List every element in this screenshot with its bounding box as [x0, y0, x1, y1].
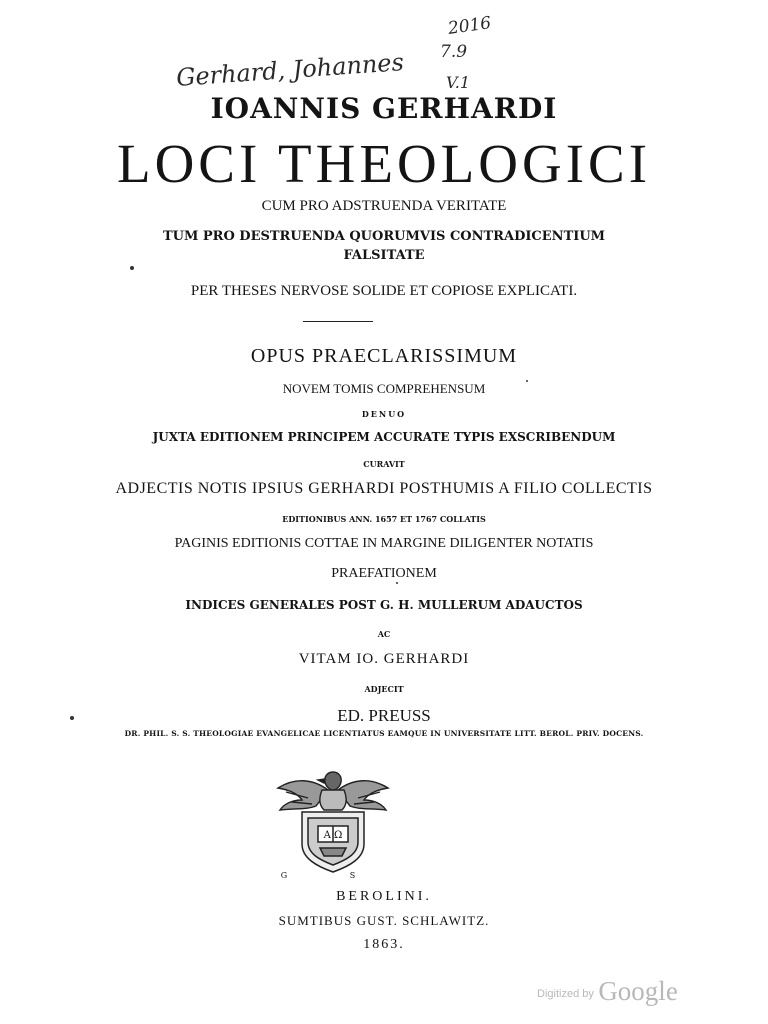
digitized-by-google-watermark [537, 976, 678, 1007]
imprint-year: 1863. [363, 937, 405, 952]
eagle-shield-emblem [272, 760, 394, 880]
adjectis-line: ADJECTIS NOTIS IPSIUS GERHARDI POSTHUMIS A FILIO COLLECTIS [115, 480, 653, 497]
editionibus-line: EDITIONIBUS ANN. 1657 ET 1767 COLLATIS [282, 514, 486, 524]
subtitle-line-3: FALSITATE [343, 248, 425, 263]
divider-rule [303, 321, 373, 322]
juxta-line: JUXTA EDITIONEM PRINCIPEM ACCURATE TYPIS EXSCRIBENDUM [152, 430, 616, 444]
subtitle-line-1: CUM PRO ADSTRUENDA VERITATE [261, 198, 507, 214]
paginis-line: PAGINIS EDITIONIS COTTAE IN MARGINE DILIGENTER NOTATIS [174, 536, 594, 551]
print-speck [526, 380, 528, 382]
curavit-line: CURAVIT [363, 459, 405, 469]
print-speck [130, 266, 134, 270]
editor-name: ED. PREUSS [337, 706, 431, 725]
novem-line: NOVEM TOMIS COMPREHENSUM [282, 381, 486, 396]
google-logo: Google [598, 976, 678, 1006]
handwritten-shelfmark-2: 7.9 [440, 42, 468, 62]
book-title: LOCI THEOLOGICI [116, 133, 652, 194]
shield-icon [302, 812, 364, 872]
imprint-place: BEROLINI. [336, 889, 432, 904]
adjecit-line: ADJECIT [364, 684, 404, 694]
praefationem-line: PRAEFATIONEM [331, 566, 437, 581]
opus-heading: OPUS PRAECLARISSIMUM [250, 345, 518, 367]
print-speck [396, 582, 398, 584]
handwritten-shelfmark-3: V.1 [446, 73, 471, 92]
handwritten-name: Gerhard, Johannes [175, 48, 405, 92]
subtitle-line-2: TUM PRO DESTRUENDA QUORUMVIS CONTRADICENTIUM [162, 229, 606, 244]
denuo-line: DENUO [361, 409, 407, 419]
subtitle-line-4: PER THESES NERVOSE SOLIDE ET COPIOSE EXPLICATI. [190, 283, 578, 299]
emblem-letters: A Ω [323, 830, 343, 841]
vitam-line: VITAM IO. GERHARDI [298, 651, 470, 667]
imprint-publisher: SUMTIBUS GUST. SCHLAWITZ. [278, 913, 490, 928]
ac-line: AC [377, 629, 391, 639]
handwritten-shelfmark-1: 2016 [446, 13, 493, 39]
author-name: IOANNIS GERHARDI [210, 92, 558, 125]
indices-line: INDICES GENERALES POST G. H. MULLERUM ADAUCTOS [185, 598, 583, 612]
print-speck [70, 716, 74, 720]
editor-credentials: DR. PHIL. S. S. THEOLOGIAE EVANGELICAE LICENTIATUS EAMQUE IN UNIVERSITATE LITT. BEROL. PRIV. DOCENS. [124, 729, 644, 738]
eagle-icon [278, 772, 388, 810]
emblem-monogram: G S [280, 871, 386, 880]
watermark-prefix: Digitized by [537, 988, 594, 1000]
